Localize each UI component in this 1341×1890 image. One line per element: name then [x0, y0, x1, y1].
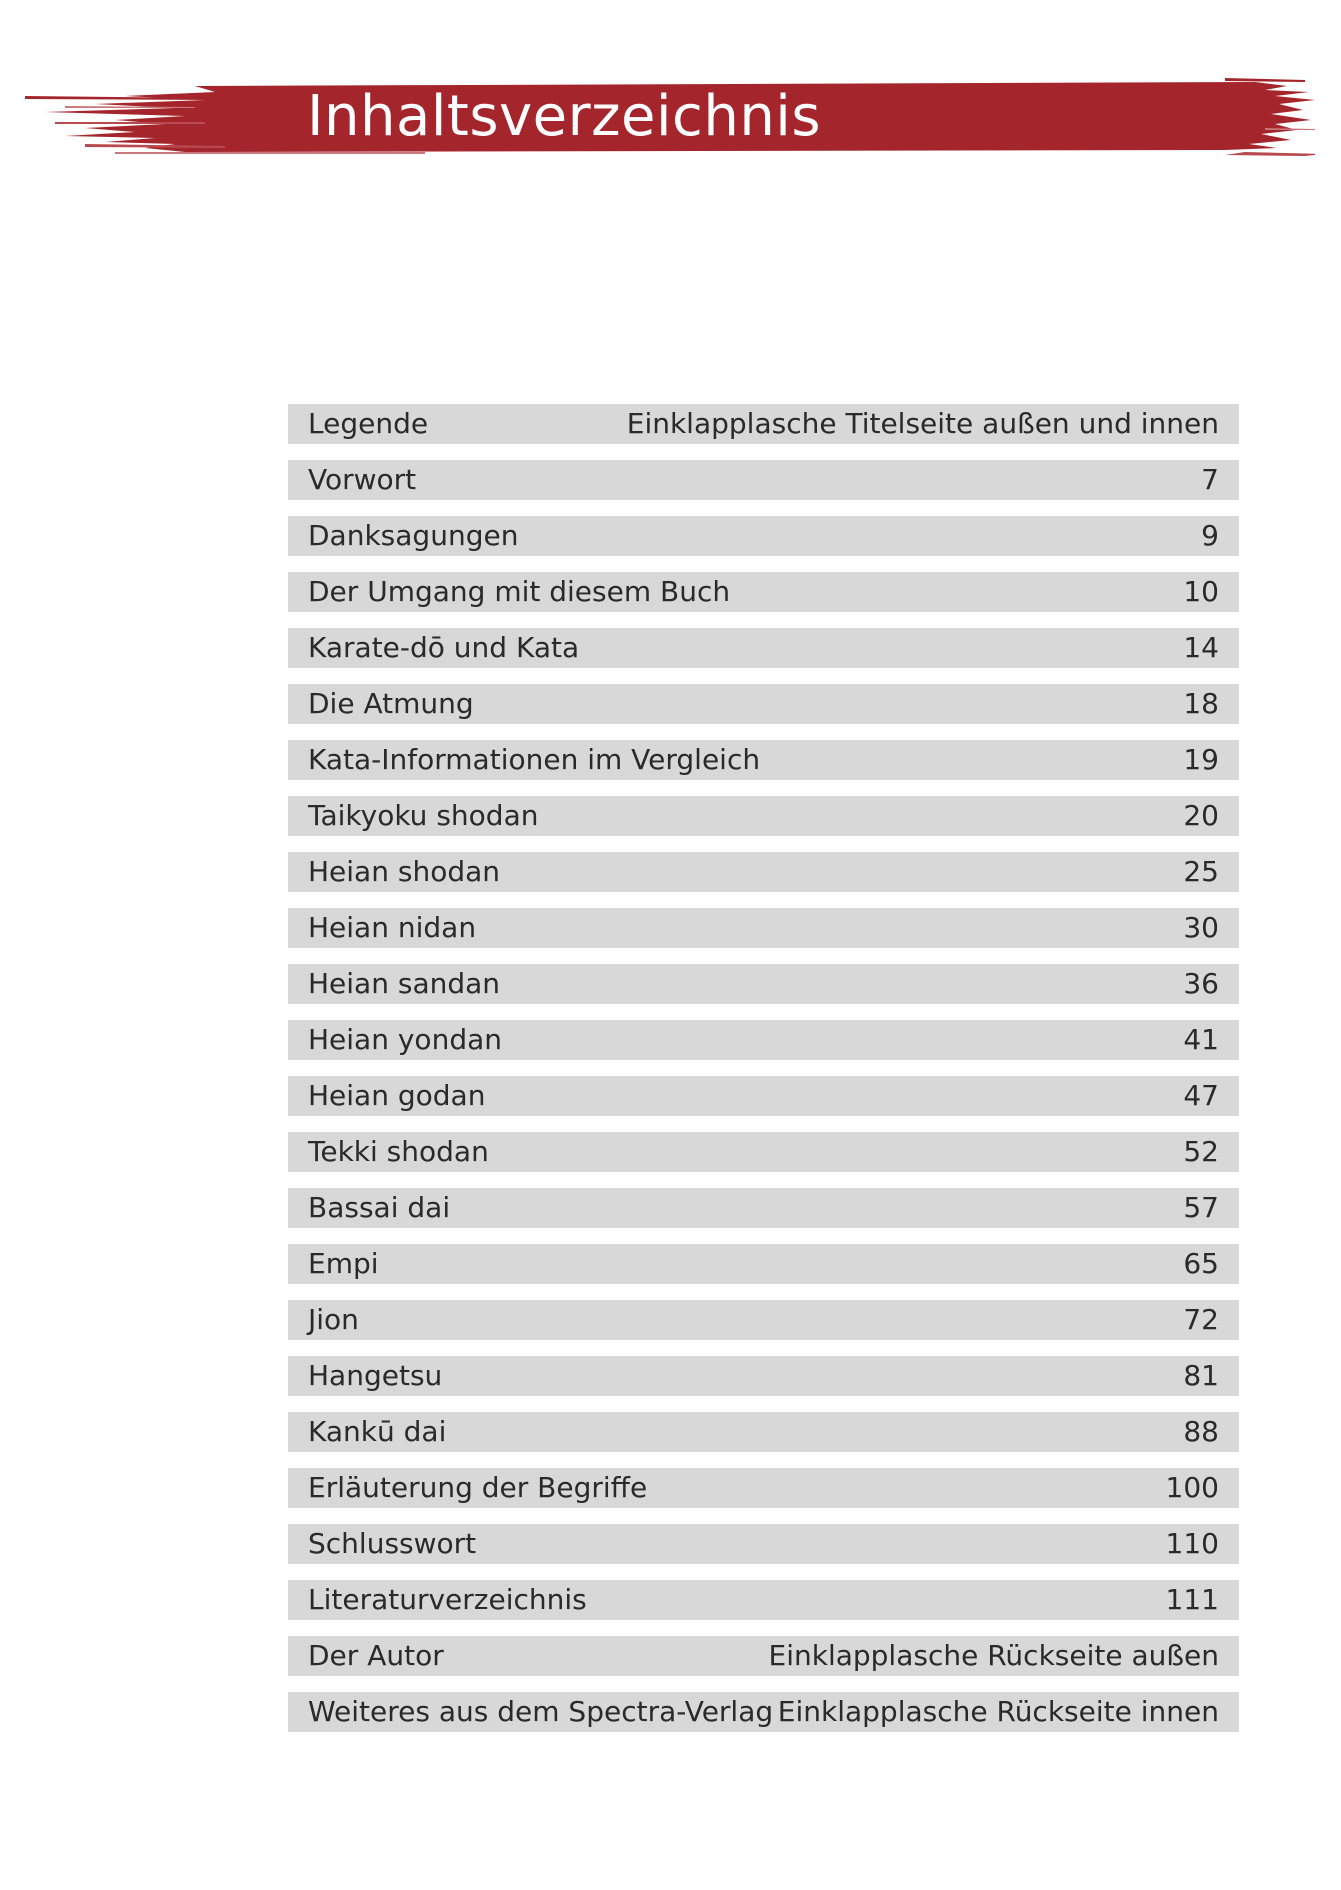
toc-entry — [288, 1300, 1239, 1340]
toc-entry-page: 65 — [1183, 1247, 1219, 1280]
toc-entry-page: 57 — [1183, 1191, 1219, 1224]
brush-streak — [55, 122, 205, 124]
toc-entry-page: 110 — [1165, 1527, 1219, 1560]
page-title: Inhaltsverzeichnis — [307, 84, 822, 149]
toc-entry-title: Kankū dai — [308, 1415, 447, 1448]
toc-entry-page: 14 — [1183, 631, 1219, 664]
toc-entry — [288, 628, 1239, 668]
toc-entry-title: Der Umgang mit diesem Buch — [308, 575, 731, 608]
toc-entry — [288, 852, 1239, 892]
toc-entry-title: Heian nidan — [308, 911, 477, 944]
toc-entry — [288, 1524, 1239, 1564]
toc-entry — [288, 572, 1239, 612]
toc-entry — [288, 1132, 1239, 1172]
toc-entry-title: Hangetsu — [308, 1359, 443, 1392]
toc-entry-title: Der Autor — [308, 1639, 444, 1672]
toc-entry-page: 18 — [1183, 687, 1219, 720]
toc-entry-page: 7 — [1201, 463, 1219, 496]
toc-entry — [288, 740, 1239, 780]
toc-entry — [288, 1356, 1239, 1396]
toc-entry-title: Schlusswort — [308, 1527, 477, 1560]
toc-entry — [288, 460, 1239, 500]
toc-entry-title: Kata-Informationen im Vergleich — [308, 743, 761, 776]
toc-entry — [288, 1076, 1239, 1116]
toc-entry — [288, 1412, 1239, 1452]
toc-entry — [288, 1020, 1239, 1060]
toc-entry-page: 111 — [1165, 1583, 1219, 1616]
toc-entry-title: Heian godan — [308, 1079, 486, 1112]
toc-entry — [288, 1244, 1239, 1284]
toc-entry-page: Einklapplasche Rückseite innen — [777, 1695, 1219, 1728]
toc-entry-title: Literaturverzeichnis — [308, 1583, 587, 1616]
toc-entry — [288, 516, 1239, 556]
toc-entry — [288, 796, 1239, 836]
toc-entry-page: 10 — [1183, 575, 1219, 608]
toc-entry-title: Heian sandan — [308, 967, 501, 1000]
toc-entry — [288, 1188, 1239, 1228]
brush-streak — [1225, 78, 1305, 82]
toc-entry-title: Taikyoku shodan — [308, 799, 539, 832]
table-of-contents — [288, 404, 1239, 1748]
toc-entry-title: Die Atmung — [308, 687, 474, 720]
toc-entry — [288, 684, 1239, 724]
toc-entry-page: Einklapplasche Titelseite außen und innen — [626, 407, 1219, 440]
toc-entry-page: 36 — [1183, 967, 1219, 1000]
toc-entry-title: Jion — [308, 1303, 359, 1336]
toc-entry — [288, 1636, 1239, 1676]
toc-entry-title: Tekki shodan — [308, 1135, 489, 1168]
toc-entry — [288, 1692, 1239, 1732]
toc-entry-title: Heian yondan — [308, 1023, 502, 1056]
toc-entry-page: 88 — [1183, 1415, 1219, 1448]
toc-entry-page: 25 — [1183, 855, 1219, 888]
toc-entry-page: Einklapplasche Rückseite außen — [768, 1639, 1219, 1672]
toc-entry-title: Bassai dai — [308, 1191, 451, 1224]
toc-entry-page: 19 — [1183, 743, 1219, 776]
toc-entry-title: Karate-dō und Kata — [308, 631, 580, 664]
brush-streak — [1225, 152, 1315, 156]
toc-entry-title: Empi — [308, 1247, 379, 1280]
toc-entry-title: Legende — [308, 407, 429, 440]
toc-entry-title: Weiteres aus dem Spectra-Verlag — [308, 1695, 774, 1728]
toc-entry-page: 9 — [1201, 519, 1219, 552]
toc-entry — [288, 908, 1239, 948]
toc-entry-page: 30 — [1183, 911, 1219, 944]
toc-entry-page: 47 — [1183, 1079, 1219, 1112]
brush-streak — [115, 152, 425, 154]
toc-entry-page: 81 — [1183, 1359, 1219, 1392]
toc-entry-title: Heian shodan — [308, 855, 501, 888]
toc-entry — [288, 1468, 1239, 1508]
toc-entry-title: Danksagungen — [308, 519, 519, 552]
toc-entry-page: 20 — [1183, 799, 1219, 832]
toc-entry-page: 52 — [1183, 1135, 1219, 1168]
toc-entry — [288, 1580, 1239, 1620]
toc-entry — [288, 964, 1239, 1004]
toc-entry-page: 41 — [1183, 1023, 1219, 1056]
title-banner — [25, 78, 1315, 158]
toc-entry — [288, 404, 1239, 444]
toc-entry-title: Vorwort — [308, 463, 417, 496]
toc-entry-page: 100 — [1165, 1471, 1219, 1504]
toc-entry-title: Erläuterung der Begriffe — [308, 1471, 648, 1504]
toc-entry-page: 72 — [1183, 1303, 1219, 1336]
